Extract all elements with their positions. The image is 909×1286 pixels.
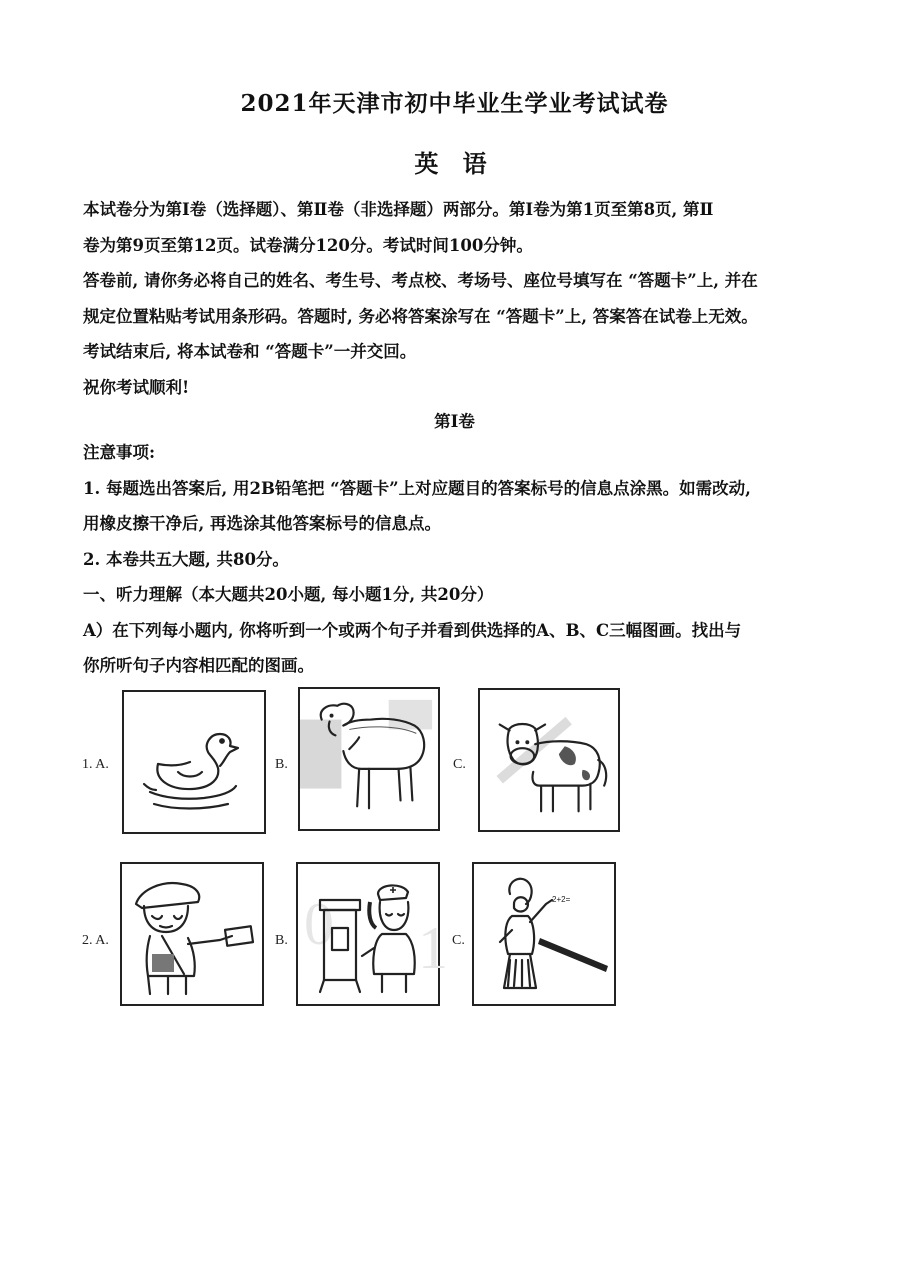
sheep-icon [300, 689, 438, 829]
svg-text:1: 1 [418, 915, 448, 981]
teacher-picture[interactable] [472, 862, 616, 1006]
exam-title: 2021年天津市初中毕业生学业考试试卷 [240, 90, 669, 117]
intro-line: 卷为第9页至第12页。试卷满分120分。考试时间100分钟。 [83, 235, 533, 255]
intro-line: 考试结束后, 将本试卷和 “答题卡”一并交回。 [83, 342, 417, 361]
part-title: 第Ⅰ卷 [434, 412, 475, 431]
section-heading: 一、听力理解（本大题共20小题, 每小题1分, 共20分） [83, 585, 494, 604]
cow-icon [480, 690, 618, 830]
q2-option-a-label: 2. A. [82, 933, 109, 948]
postman-icon [122, 864, 262, 1004]
postman-picture[interactable] [120, 862, 264, 1006]
nurse-picture[interactable] [296, 862, 448, 1006]
intro-line: 答卷前, 请你务必将自己的姓名、考生号、考点校、考场号、座位号填写在 “答题卡”上, 并在 [83, 271, 758, 290]
intro-paragraph [83, 192, 833, 405]
intro-line: 祝你考试顺利! [83, 377, 190, 397]
notes-line: 2. 本卷共五大题, 共80分。 [83, 549, 289, 569]
notes-section [83, 435, 833, 684]
instruction-line: A）在下列每小题内, 你将听到一个或两个句子并看到供选择的A、B、C三幅图画。找出与 [83, 620, 742, 640]
duck-icon [124, 692, 264, 832]
notes-line: 用橡皮擦干净后, 再选涂其他答案标号的信息点。 [83, 514, 441, 533]
q1-option-c-label: C. [453, 757, 466, 772]
subject-title: 英 语 [414, 149, 495, 178]
intro-line: 本试卷分为第Ⅰ卷（选择题）、第Ⅱ卷（非选择题）两部分。第Ⅰ卷为第1页至第8页, 第Ⅱ [83, 200, 714, 219]
cow-picture[interactable] [478, 688, 620, 832]
notes-heading: 注意事项: [83, 443, 156, 462]
q2-option-b-label: B. [275, 933, 288, 948]
svg-text:0: 0 [304, 891, 334, 957]
notes-line: 1. 每题选出答案后, 用2B铅笔把 “答题卡”上对应题目的答案标号的信息点涂黑。如需改动, [83, 478, 751, 498]
instruction-line: 你所听句子内容相匹配的图画。 [83, 656, 314, 675]
svg-text:2+2=: 2+2= [552, 895, 571, 904]
q1-option-b-label: B. [275, 757, 288, 772]
teacher-icon [474, 864, 614, 1004]
q2-option-c-label: C. [452, 933, 465, 948]
sheep-picture[interactable] [298, 687, 440, 831]
intro-line: 规定位置粘贴考试用条形码。答题时, 务必将答案涂写在 “答题卡”上, 答案答在试卷上无效。 [83, 306, 758, 326]
duck-picture[interactable] [122, 690, 266, 834]
q1-option-a-label: 1. A. [82, 757, 109, 772]
nurse-icon [298, 864, 448, 1004]
